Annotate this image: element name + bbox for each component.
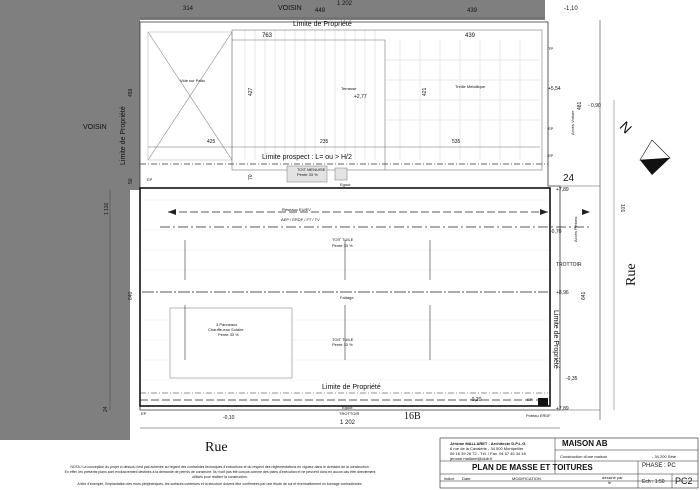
dim-235: 235 [320, 139, 329, 145]
level-896: +8,96 [556, 290, 569, 296]
project-name: MAISON AB [562, 439, 608, 448]
date-header: Date [462, 476, 471, 481]
dim-481: 481 [577, 101, 583, 110]
limite-prospect-label: Limite prospect : L= ou > H/2 [262, 154, 352, 161]
level-789b: +7,89 [556, 406, 569, 412]
project-construction: Construction d'une maison [560, 454, 608, 459]
dim-50: 50 [128, 178, 134, 184]
trottoir-bottom: TROTTOIR [339, 411, 360, 416]
toit-tuile-1: TOIT TUILE [332, 237, 354, 242]
dim-449: 449 [315, 8, 326, 14]
egout-bottom-label: Egout [342, 405, 353, 410]
dim-640: 640 [128, 291, 134, 300]
voisin-left-label: VOISIN [83, 124, 107, 131]
dim-427: 427 [248, 87, 254, 96]
reseaux-label: Réseaux EU/EV [282, 207, 311, 212]
label-24: 24 [563, 173, 575, 184]
faitage-label: Faîtage [340, 295, 354, 300]
architect-name: Jérôme MALLARET - Architecte D.P.L.G. [450, 441, 527, 446]
dim-314: 314 [183, 6, 194, 12]
pente-33-b: Pente 33 % [332, 243, 353, 248]
indice-header: indice [444, 476, 455, 481]
acces-voiture-label: Accès Voiture [570, 110, 575, 135]
limite-right-label: Limite de Propriété [552, 310, 559, 369]
dim-1116: 1 116 [104, 202, 110, 215]
note-line1: NOTA / La conception du projet ci-dessus n'est pas achevée au regard des contraintes techniques d'exécutions et du respect des réglementations en vigueur dans le domaine de la construction. [70, 465, 370, 469]
dim-641: 641 [581, 291, 587, 300]
dim-70: 70 [248, 174, 254, 180]
tp-label: TP [548, 46, 554, 51]
toit-menuise-label: TOIT MENUISE [297, 167, 326, 172]
phase-label: PHASE : PC [642, 463, 676, 469]
voisin-top-label: VOISIN [278, 5, 302, 12]
ep-right-1: EP [548, 126, 554, 131]
modification-header: MODIFICATION [512, 476, 541, 481]
limite-top-label: Limite de Propriété [293, 21, 352, 28]
level-m090: - 0,90 [588, 103, 601, 109]
level-789a: +7,89 [556, 187, 569, 193]
level-277: +2,77 [354, 94, 367, 100]
level-554: +5,54 [548, 86, 561, 92]
dim-24b: 24 [103, 406, 109, 412]
architect-email: jerome.mallaret@club.fr [450, 456, 493, 461]
treille-label: Treille Métallique [455, 84, 486, 89]
north-arrow [640, 158, 670, 175]
dessine-header: dessiné par [602, 475, 623, 480]
dim-439-top: 439 [467, 8, 478, 14]
limite-bottom-label: Limite de Propriété [322, 384, 381, 391]
le-header: le [608, 480, 612, 485]
egout-top-label: Egout [340, 182, 351, 187]
rue-bottom-label: Rue [205, 440, 228, 455]
dim-535: 535 [452, 139, 461, 145]
ep-left-2: EP [141, 411, 147, 416]
ep-right-2: EP [548, 153, 554, 158]
note-line2: En effet, les présents plans sont exclusivement destinés à la demande de permis de construire. Ils n'ont pas été conçus comme des plans d'exécution et ne peuvent donc en aucun cas être directement [64, 470, 376, 474]
rue-right-label: Rue [624, 263, 639, 286]
plan-title: PLAN DE MASSE ET TOITURES [472, 463, 593, 472]
ep-right-3: EP [527, 397, 533, 402]
scale-label: Ech : 1:50 [642, 479, 665, 485]
level-m010: -0,10 [223, 415, 235, 421]
pente-33-a: Pente 33 % [297, 172, 318, 177]
note-line4: A titre d'exemple, l'implantation des murs périphériques, les surfaces cotéerues et la structure doivent être confirmées par une étude de sol et éventuellement un bornage contradictoire. [77, 482, 363, 486]
dim-439b: 439 [465, 33, 476, 39]
terrasse-label: Terrasse [341, 86, 357, 91]
toit-tuile-2: TOIT TUILE [332, 337, 354, 342]
poteau-label: Poteau ERDF [526, 413, 551, 418]
sheet-number: PC2 [675, 476, 693, 486]
ep-left-1: EP [147, 177, 153, 182]
dim-763: 763 [262, 33, 273, 39]
panneaux-line1: 3 Panneaux [216, 322, 238, 327]
dim-459: 459 [128, 88, 134, 97]
construction-note [4, 465, 436, 487]
label-16b: 16B [404, 411, 421, 422]
acces-pietons-label: Accès Piétons [573, 216, 578, 242]
level-m035: -0,35 [566, 376, 578, 382]
note-line3: utilisés pour réaliser la construction. [192, 475, 248, 479]
aep-label: AEP / ERDF / FT / TV [281, 217, 320, 222]
architect-phone: 06 16 39 26 72 - Tél. / Fax. 04 67 45 34 18 [450, 451, 526, 456]
project-city: - 34 200 Sète [652, 454, 677, 459]
neighbour-zone-left [0, 0, 140, 440]
dim-421: 421 [422, 87, 428, 96]
architect-address: 6 rue de la Cavalerie - 34 000 Montpellier [450, 446, 524, 451]
level-m020: -0,20 [470, 397, 482, 403]
limite-left-label: Limite de Propriété [120, 106, 127, 165]
vide-patio-label: Vide sur Patio [180, 78, 205, 83]
dim-1202-top: 1 202 [337, 1, 353, 7]
level-m070: -0,70 [550, 229, 562, 235]
panneaux-line2: Chauffe-eau Solaire [208, 327, 244, 332]
dim-425: 425 [207, 139, 216, 145]
trottoir-right: TROTTOIR [556, 262, 582, 268]
dim-1202-bottom: 1 202 [340, 420, 356, 426]
pente-33-c: Pente 33 % [332, 342, 353, 347]
panneaux-line3: Pente 33 % [218, 332, 239, 337]
level-minus110: -1,10 [564, 6, 578, 12]
dim-101: 101 [619, 204, 625, 213]
north-label: N [616, 118, 636, 137]
